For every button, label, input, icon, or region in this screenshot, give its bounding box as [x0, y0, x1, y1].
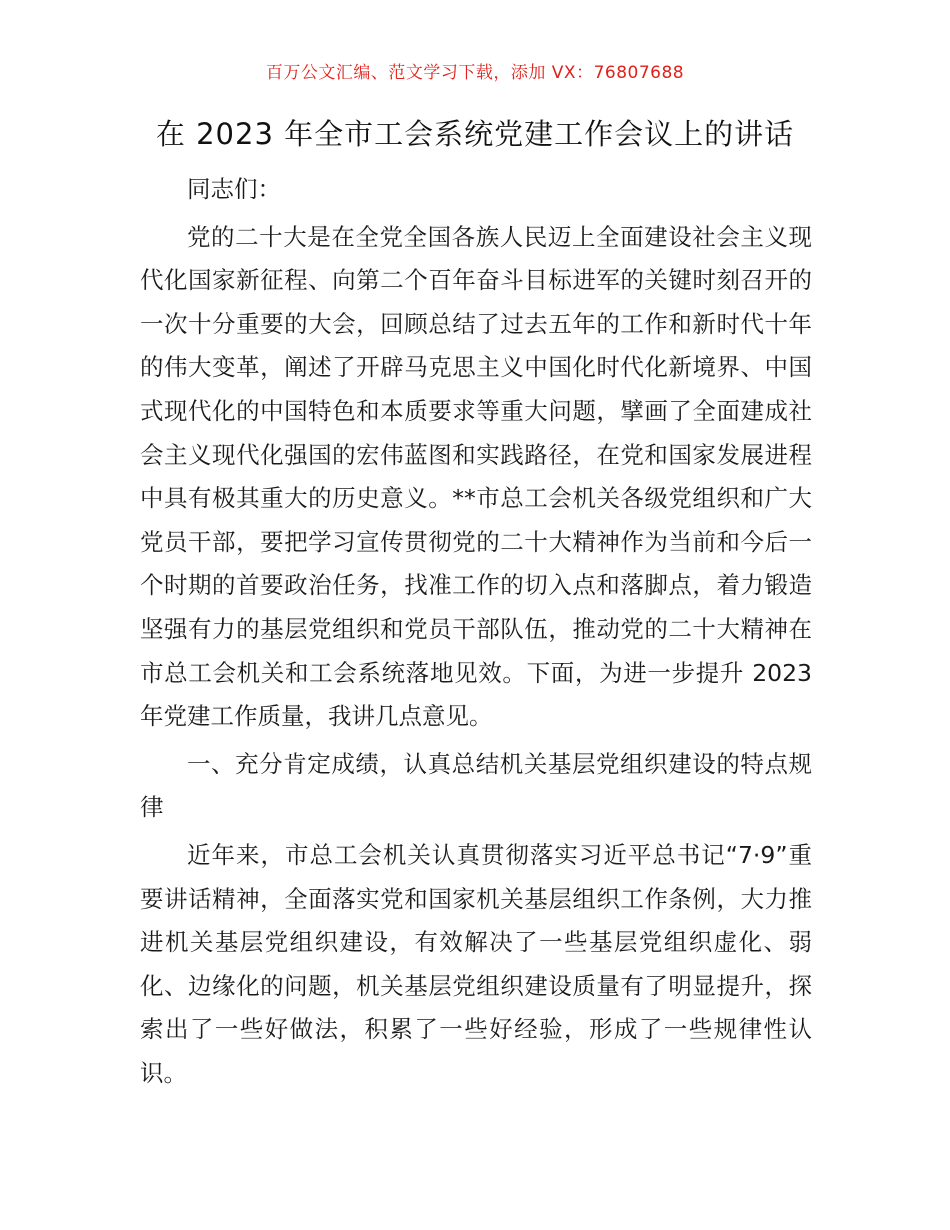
greeting: 同志们： — [187, 175, 281, 203]
document-body — [140, 168, 812, 1095]
document-title: 在 2023 年全市工会系统党建工作会议上的讲话 — [155, 117, 795, 151]
promo-header: 百万公文汇编、范文学习下载，添加 VX：76807688 — [265, 63, 685, 83]
paragraph-section-1: 近年来，市总工会机关认真贯彻落实习近平总书记“7·9”重要讲话精神，全面落实党和国家机关基层组织工作条例，大力推进机关基层党组织建设，有效解决了一些基层党组织虚化、弱化、边缘化的问题，机关基层党组织建设质量有了明显提升，探索出了一些好做法，积累了一些好经验，形成了一些规律性认识。 — [140, 840, 812, 1087]
section-heading-1: 一、充分肯定成绩，认真总结机关基层党组织建设的特点规律 — [140, 749, 812, 822]
paragraph-intro: 党的二十大是在全党全国各族人民迈上全面建设社会主义现代化国家新征程、向第二个百年奋斗目标进军的关键时刻召开的一次十分重要的大会，回顾总结了过去五年的工作和新时代十年的伟大变革，阐述了开辟马克思主义中国化时代化新境界、中国式现代化的中国特色和本质要求等重大问题，擘画了全面建成社会主义现代化强国的宏伟蓝图和实践路径，在党和国家发展进程中具有极其重大的历史意义。**市总工会机关各级党组织和广大党员干部，要把学习宣传贯彻党的二十大精神作为当前和今后一个时期的首要政治任务，找准工作的切入点和落脚点，着力锻造坚强有力的基层党组织和党员干部队伍，推动党的二十大精神在市总工会机关和工会系统落地见效。下面，为进一步提升 2023 年党建工作质量，我讲几点意见。 — [140, 222, 812, 731]
